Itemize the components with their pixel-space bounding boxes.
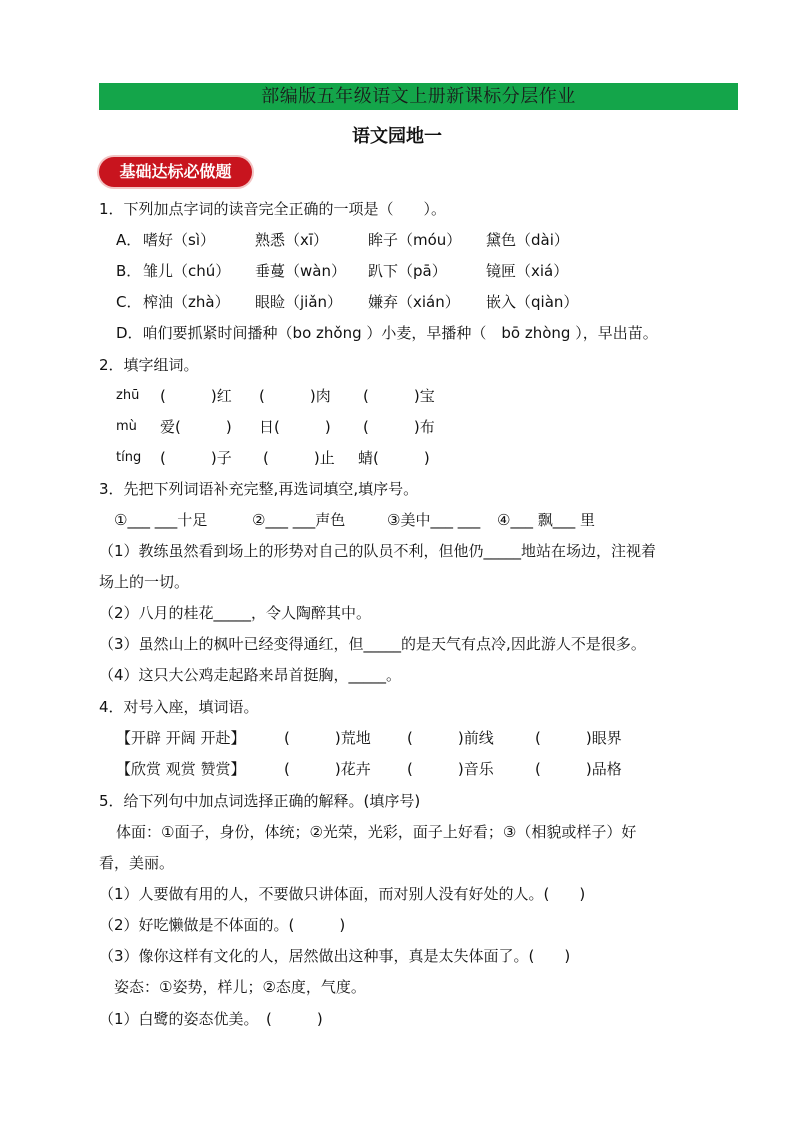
option-b-item: 趴下（pā）	[368, 262, 447, 280]
worksheet-banner: 部编版五年级语文上册新课标分层作业	[99, 83, 738, 110]
sentence-line: （1）人要做有用的人，不要做只讲体面，而对别人没有好处的人。( )	[99, 885, 586, 903]
fill-blank-word[interactable]: ( )前线	[407, 729, 494, 747]
question-2-stem: 2．填字组词。	[99, 356, 199, 374]
option-c-item: 眼睑（jiǎn）	[255, 293, 343, 311]
idiom-blank[interactable]: ②___ ___声色	[252, 511, 346, 529]
fill-blank-word[interactable]: ( )荒地	[284, 729, 371, 747]
fill-blank-word[interactable]: ( )眼界	[535, 729, 622, 747]
option-c-item: 嫌弃（xián）	[368, 293, 460, 311]
question-1-stem: 1．下列加点字词的读音完全正确的一项是（ ）。	[99, 200, 447, 218]
question-3-stem: 3．先把下列词语补充完整,再选词填空,填序号。	[99, 480, 419, 498]
fill-blank-word[interactable]: 蜻( )	[358, 449, 430, 467]
fill-blank-word[interactable]: ( )音乐	[407, 760, 494, 778]
option-a-item: 眸子（móu）	[368, 231, 462, 249]
word-group: 【欣赏 观赏 赞赏】	[116, 760, 246, 778]
option-b-item: 镜匣（xiá）	[486, 262, 569, 280]
fill-blank-word[interactable]: 爱( )	[160, 418, 232, 436]
pinyin-label: zhū	[116, 388, 140, 403]
option-a-item: 嗜好（sì）	[143, 231, 215, 249]
fill-blank-word[interactable]: ( )红	[160, 387, 232, 405]
pinyin-label: mù	[116, 419, 137, 434]
fill-blank-word[interactable]: ( )宝	[363, 387, 435, 405]
sentence-line: （3）虽然山上的枫叶已经变得通红，但_____的是天气有点冷,因此游人不是很多。	[99, 635, 646, 653]
option-b-item: 垂蔓（wàn）	[255, 262, 346, 280]
page-title: 语文园地一	[352, 126, 442, 147]
idiom-blank[interactable]: ③美中___ ___	[387, 511, 481, 529]
definition-line: 体面：①面子，身份，体统；②光荣，光彩，面子上好看；③（相貌或样子）好	[116, 823, 637, 841]
option-a-item: 熟悉（xī）	[255, 231, 329, 249]
sentence-line: （1）教练虽然看到场上的形势对自己的队员不利，但他仍_____地站在场边，注视着	[99, 542, 657, 560]
sentence-line: 场上的一切。	[99, 573, 190, 591]
fill-blank-word[interactable]: ( )品格	[535, 760, 622, 778]
fill-blank-word[interactable]: ( )子	[160, 449, 232, 467]
option-c-item: 榨油（zhà）	[143, 293, 230, 311]
option-d: D．咱们要抓紧时间播种（bo zhǒng ）小麦，早播种（ bō zhòng ），早出苗。	[116, 324, 658, 342]
fill-blank-word[interactable]: ( )布	[363, 418, 435, 436]
option-a-label: A．	[116, 231, 142, 249]
section-badge: 基础达标必做题	[99, 157, 252, 187]
fill-blank-word[interactable]: ( )肉	[259, 387, 331, 405]
option-c-label: C．	[116, 293, 142, 311]
pinyin-label: tíng	[116, 450, 142, 465]
idiom-blank[interactable]: ①___ ___十足	[114, 511, 208, 529]
idiom-blank[interactable]: ④___ 飘___ 里	[497, 511, 595, 529]
question-4-stem: 4．对号入座，填词语。	[99, 698, 259, 716]
sentence-line: （2）好吃懒做是不体面的。( )	[99, 916, 346, 934]
option-b-item: 雏儿（chú）	[143, 262, 231, 280]
sentence-line: （3）像你这样有文化的人，居然做出这种事，真是太失体面了。( )	[99, 947, 571, 965]
fill-blank-word[interactable]: ( )花卉	[284, 760, 371, 778]
option-c-item: 嵌入（qiàn）	[486, 293, 579, 311]
question-5-stem: 5．给下列句中加点词选择正确的解释。(填序号)	[99, 792, 421, 810]
sentence-line: （1）白鹭的姿态优美。 ( )	[99, 1010, 323, 1028]
option-a-item: 黛色（dài）	[486, 231, 569, 249]
word-group: 【开辟 开阔 开赴】	[116, 729, 246, 747]
fill-blank-word[interactable]: ( )止	[263, 449, 335, 467]
sentence-line: （2）八月的桂花_____，令人陶醉其中。	[99, 604, 372, 622]
definition-line: 看，美丽。	[99, 854, 175, 872]
fill-blank-word[interactable]: 日( )	[259, 418, 331, 436]
definition-line: 姿态：①姿势，样儿；②态度，气度。	[114, 978, 366, 996]
option-b-label: B．	[116, 262, 142, 280]
sentence-line: （4）这只大公鸡走起路来昂首挺胸，_____。	[99, 666, 402, 684]
